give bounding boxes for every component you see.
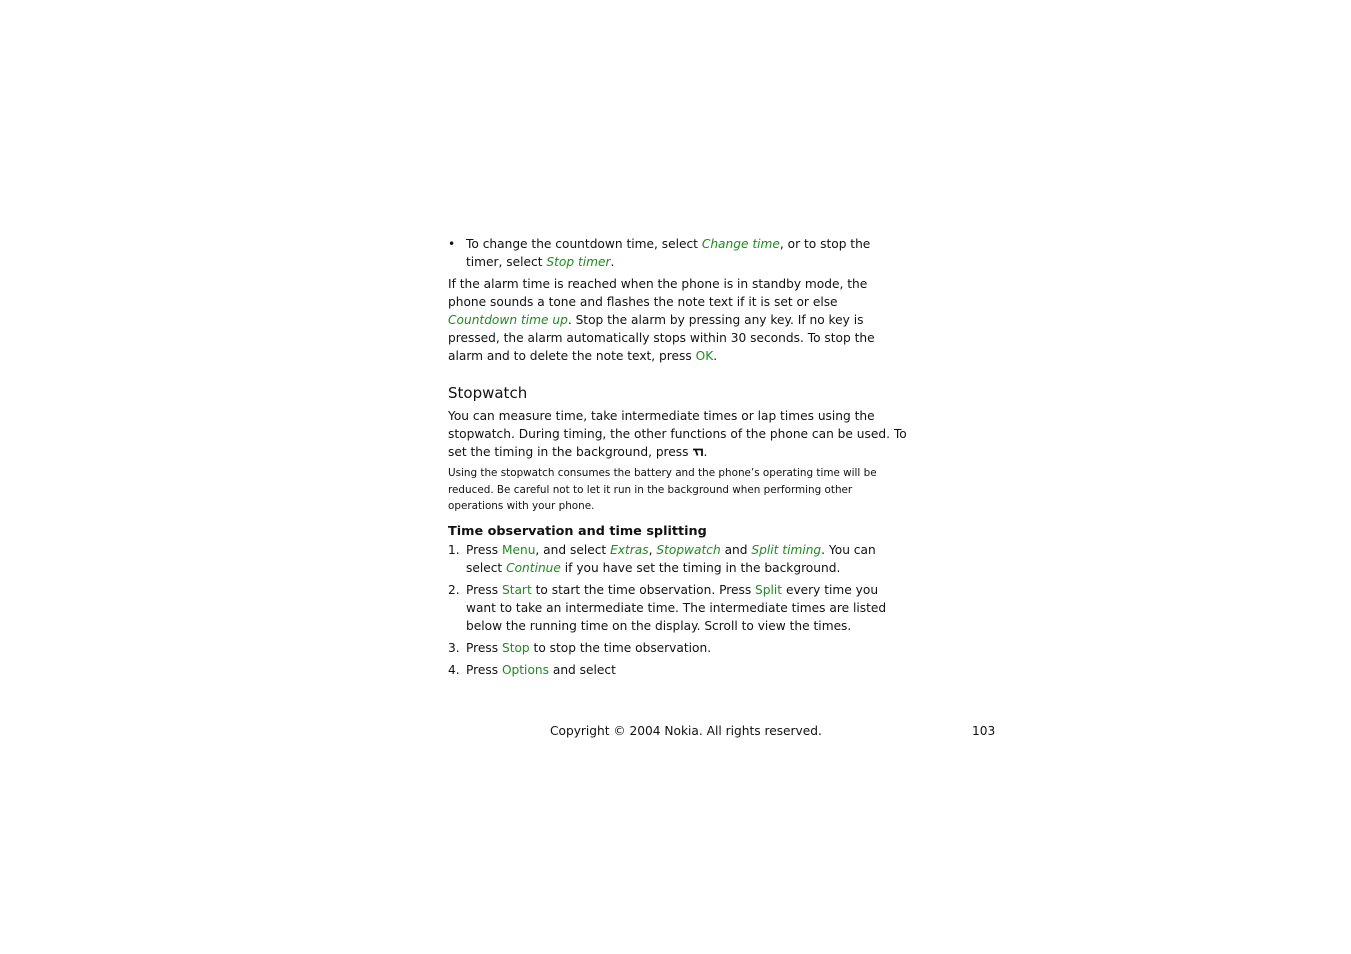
step-item [448,661,908,679]
stopwatch-menu-label: Stopwatch [656,542,721,557]
step-text: to start the time observation. Press [531,582,756,597]
countdown-bullet-item [448,235,908,271]
step-text: Press [466,640,502,655]
back-key-icon [692,448,704,457]
stopwatch-heading: Stopwatch [448,384,528,402]
step-item [448,581,908,635]
split-key-label: Split [755,582,783,597]
step-number: 1. [448,542,460,557]
alarm-text-3: . [713,349,718,363]
stopwatch-battery-note: Using the stopwatch consumes the battery and the phone’s operating time will be reduced. Be careful not to let it run in the background when performing other operations with your phone. [448,467,877,512]
stopwatch-intro-text: You can measure time, take intermediate times or lap times using the stopwatch. During timing, the other functions of the phone can be used. To set the timing in the background, press [448,409,907,459]
step-number: 4. [448,662,460,677]
change-time-option: Change time [701,237,780,251]
step-text: to stop the time observation. [529,640,712,655]
step-item [448,639,908,657]
time-observation-steps [448,541,908,679]
continue-option-label: Continue [506,560,561,575]
step-item [448,541,908,577]
step-text: Press [466,542,502,557]
page-number: 103 [972,724,996,738]
step-text: Press [466,662,502,677]
step-number: 3. [448,640,460,655]
countdown-time-up-text: Countdown time up [448,313,568,327]
alarm-text-2: . Stop the alarm by pressing any key. If no key is pressed, the alarm automatically stops within 30 seconds. To stop the alarm and to delete the note text, press [448,313,875,363]
alarm-paragraph [448,275,908,365]
menu-key-label: Menu [501,542,536,557]
options-key-label: Options [501,662,549,677]
stopwatch-intro [448,407,908,461]
split-timing-menu-label: Split timing [751,542,822,557]
time-observation-heading: Time observation and time splitting [448,523,707,539]
step-text: if you have set the timing in the background. [560,560,841,575]
stop-key-label: Stop [501,640,530,655]
step-text: and [720,542,752,557]
ok-key-label: OK [695,349,714,363]
step-text: Press [466,582,502,597]
step-number: 2. [448,582,460,597]
step-text: and select [548,662,616,677]
start-key-label: Start [501,582,532,597]
bullet-text-1: To change the countdown time, select [466,237,702,251]
alarm-text-1: If the alarm time is reached when the phone is in standby mode, the phone sounds a tone and flashes the note text if it is set or else [448,277,868,309]
stop-timer-option: Stop timer [546,255,611,269]
footer-copyright: Copyright © 2004 Nokia. All rights reserved. [550,724,822,738]
bullet-text-3: . [610,255,615,269]
bullet-glyph: • [448,237,456,251]
stopwatch-intro-end: . [703,445,708,459]
bullet-text-2: , or to stop the timer, select [466,237,871,269]
extras-menu-label: Extras [610,542,649,557]
step-text: every time you want to take an intermediate time. The intermediate times are listed below the running time on the display. Scroll to view the times. [466,582,887,633]
step-text: . You can select [466,542,876,575]
step-text: , and select [535,542,611,557]
page-content [448,235,908,683]
step-text: , [648,542,657,557]
